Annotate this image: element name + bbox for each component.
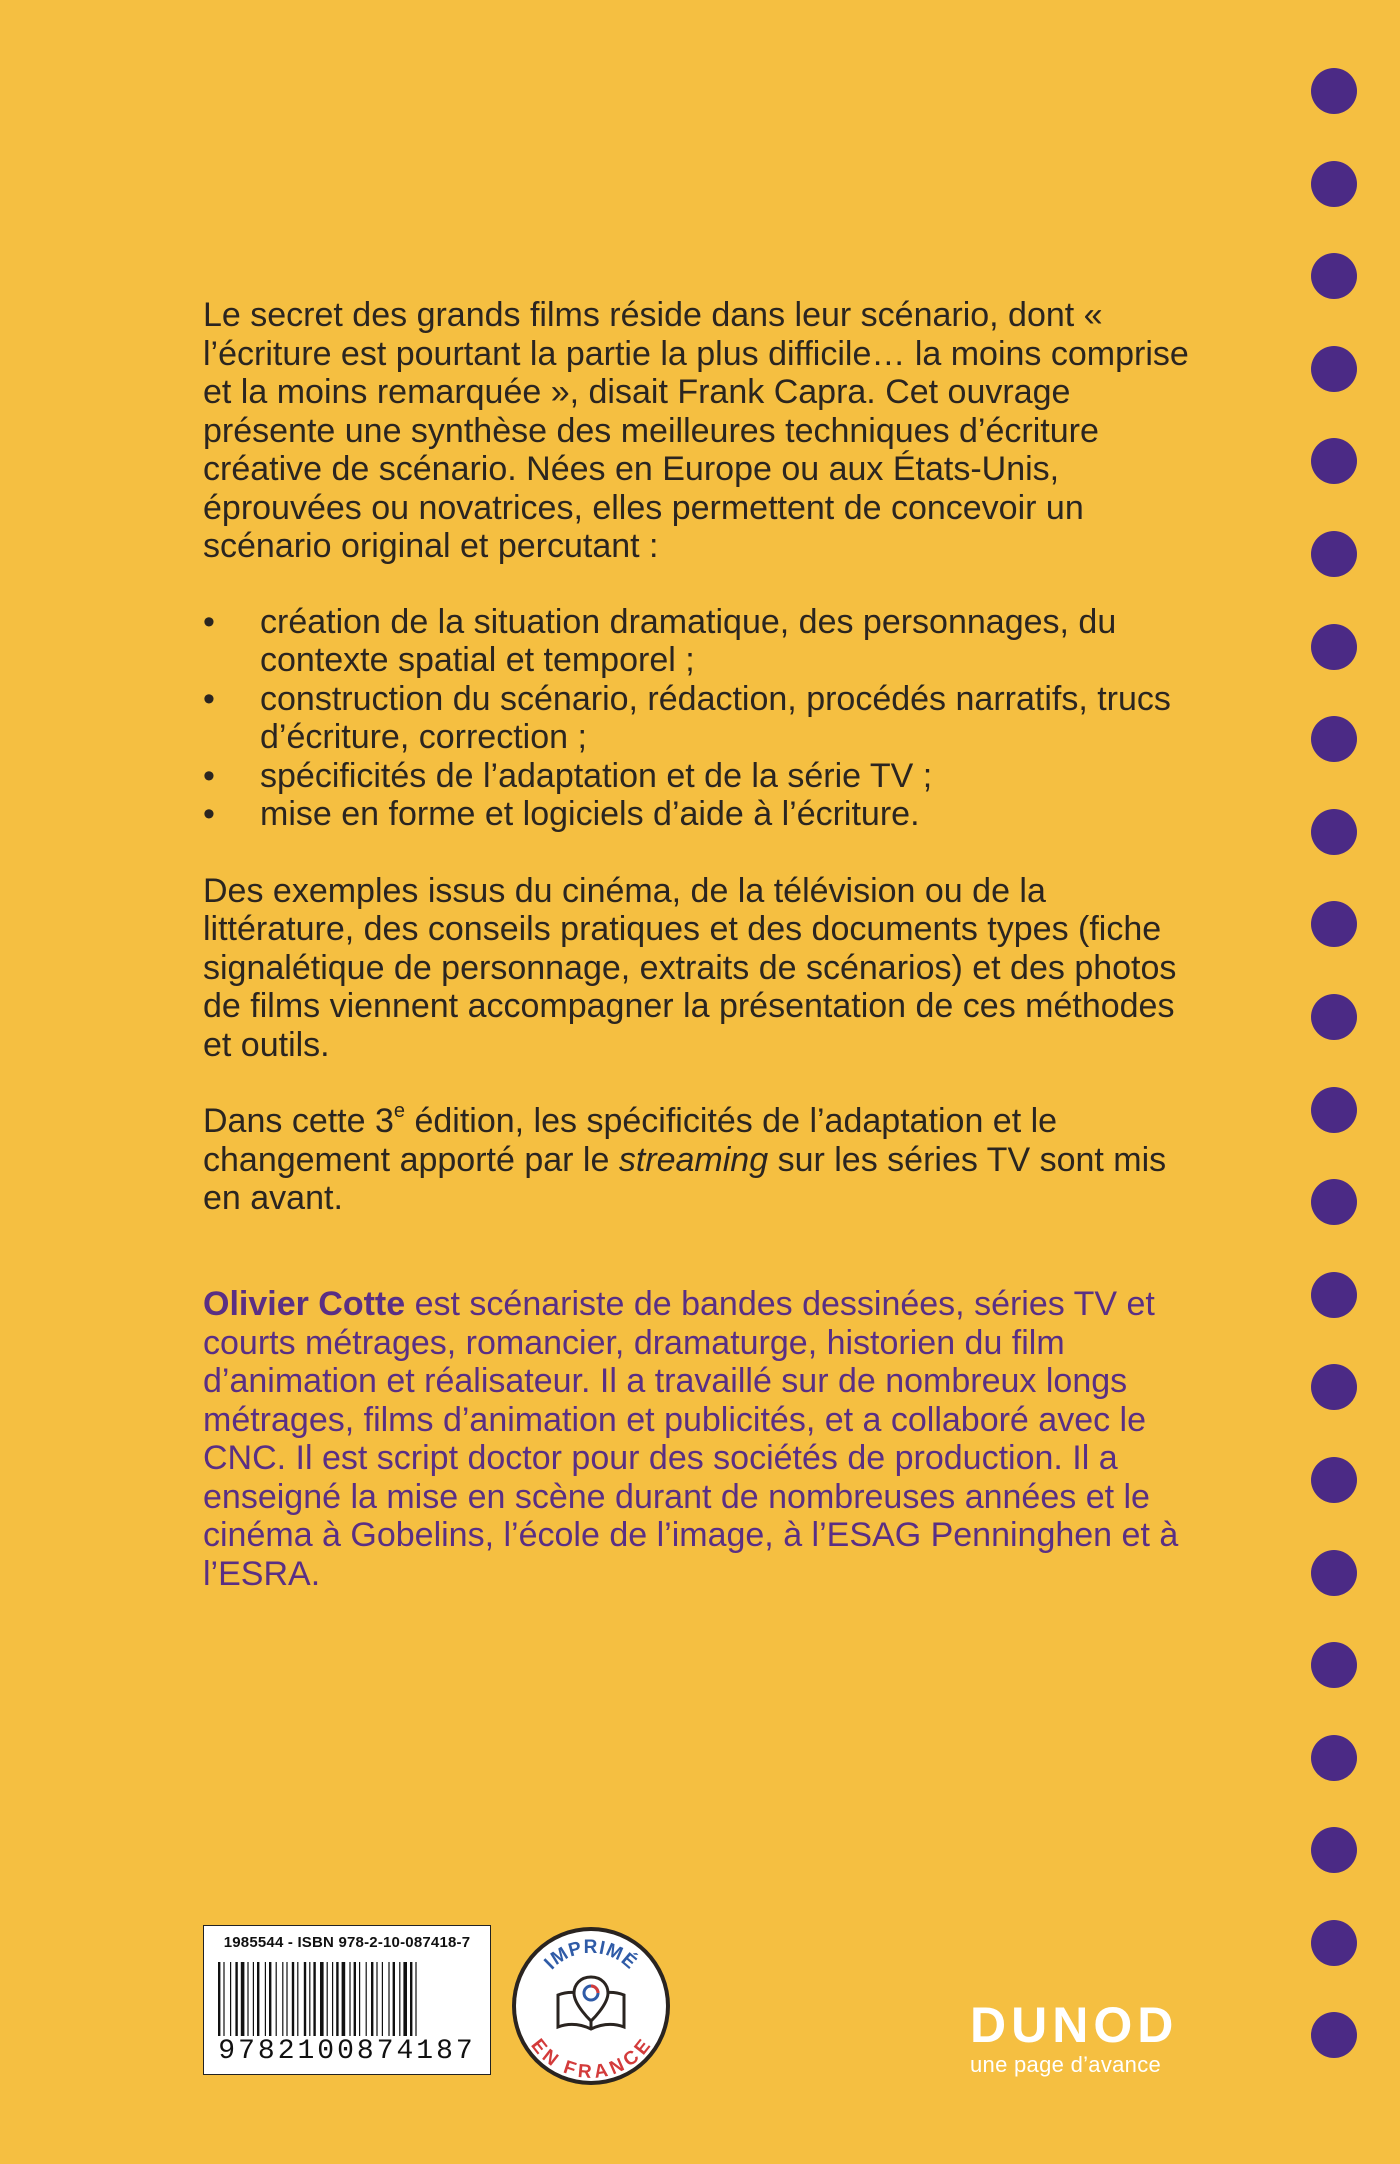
barcode-bar (282, 1962, 283, 2036)
barcode-bar (257, 1962, 259, 2036)
barcode-bar (265, 1962, 266, 2036)
barcode-bar (410, 1962, 412, 2036)
decorative-dot (1311, 2012, 1357, 2058)
barcode-bar (332, 1962, 333, 2036)
publisher-tagline: une page d’avance (970, 2052, 1162, 2077)
barcode-digits: 9782100874187 (218, 2036, 476, 2067)
barcode-bar (297, 1962, 298, 2036)
author-name: Olivier Cotte (203, 1285, 406, 1323)
bullet-icon: • (203, 679, 215, 718)
feature-item: • spécificités de l’adaptation et de la série TV ; (203, 756, 933, 795)
decorative-dot (1311, 346, 1357, 392)
decorative-dot (1311, 68, 1357, 114)
feature-item: • mise en forme et logiciels d’aide à l’écriture. (203, 795, 920, 833)
bullet-icon: • (203, 795, 215, 833)
barcode-bar (313, 1962, 315, 2036)
barcode-bar (241, 1962, 245, 2036)
description-paragraph-1: Le secret des grands films réside dans leur scénario, dont « l’écriture est pourtant la partie la plus difficile… la moins comprise et la moins remarquée », disait Frank Capra. Cet ouvrage présente une synthèse des meilleures techniques d’écriture créative de scénario. Nées en Europe ou aux États-Unis, éprouvées ou novatrices, elles permettent de concevoir un scénario original et percutant : (203, 296, 1189, 565)
barcode-bar (253, 1962, 254, 2036)
barcode-bar (415, 1962, 416, 2036)
author-bio (203, 1285, 1203, 1593)
feature-list (203, 603, 1203, 834)
decorative-dot (1311, 716, 1357, 762)
decorative-dot (1311, 1827, 1357, 1873)
description-paragraph-2: Des exemples issus du cinéma, de la télévision ou de la littérature, des conseils pratiques et des documents types (fiche signalétique de personnage, extraits de scénarios) et des photos de films viennent accompagner la présentation de ces méthodes et outils. (203, 871, 1177, 1064)
barcode-bar (388, 1962, 389, 2036)
seal-top-text: IMPRIMÉ (540, 1937, 641, 1974)
barcode-bar (327, 1962, 328, 2036)
feature-item: • construction du scénario, rédaction, procédés narratifs, trucs d’écriture, correction ; (203, 679, 1171, 756)
barcode-bar (276, 1962, 277, 2036)
barcode-bar (403, 1962, 407, 2036)
decorative-dot (1311, 1272, 1357, 1318)
barcode-bar (393, 1962, 395, 2036)
barcode-bar (371, 1962, 373, 2036)
barcode-bar (359, 1962, 360, 2036)
decorative-dot (1311, 809, 1357, 855)
barcode-bar (286, 1962, 287, 2036)
seal-bottom-text: EN FRANCE (526, 2035, 656, 2084)
decorative-dot (1311, 1179, 1357, 1225)
barcode-bar (354, 1962, 356, 2036)
barcode-bar (349, 1962, 350, 2036)
barcode-bar (269, 1962, 271, 2036)
decorative-dot (1311, 161, 1357, 207)
feature-item: • création de la situation dramatique, des personnages, du contexte spatial et temporel ; (203, 602, 1117, 679)
isbn-barcode (203, 1925, 491, 2075)
description-paragraph-3: Dans cette 3e édition, les spécificités de l’adaptation et le changement apporté par le streaming sur les séries TV sont mis en avant. (203, 1100, 1167, 1217)
barcode-bar (304, 1962, 306, 2036)
barcode-bar (218, 1962, 220, 2036)
isbn-text: 1985544 - ISBN 978-2-10-087418-7 (223, 1934, 471, 1951)
decorative-dot (1311, 531, 1357, 577)
publisher-name: DUNOD (970, 1997, 1179, 2053)
decorative-dot (1311, 1457, 1357, 1503)
decorative-dot (1311, 994, 1357, 1040)
imprime-en-france-seal (510, 1925, 672, 2087)
barcode-bar (382, 1962, 383, 2036)
barcode-bar (399, 1962, 400, 2036)
barcode-bar (230, 1962, 231, 2036)
barcode-bar (235, 1962, 237, 2036)
publisher-logo (970, 1997, 1200, 2078)
barcode-bar (309, 1962, 310, 2036)
decorative-dot (1311, 624, 1357, 670)
decorative-dot (1311, 1642, 1357, 1688)
barcode-bar (376, 1962, 377, 2036)
barcode-bar (247, 1962, 248, 2036)
decorative-dot (1311, 1364, 1357, 1410)
decorative-dot (1311, 253, 1357, 299)
decorative-dot (1311, 901, 1357, 947)
barcode-bar (336, 1962, 338, 2036)
decorative-dot-column (1311, 68, 1357, 2105)
barcode-bars (218, 1962, 476, 2036)
barcode-bar (320, 1962, 324, 2036)
book-description (203, 296, 1203, 1218)
barcode-bar (292, 1962, 294, 2036)
decorative-dot (1311, 1735, 1357, 1781)
decorative-dot (1311, 1550, 1357, 1596)
barcode-bar (366, 1962, 367, 2036)
barcode-bar (223, 1962, 224, 2036)
author-bio-text: est scénariste de bandes dessinées, séries TV et courts métrages, romancier, dramaturge, historien du film d’animation et réalisateur. Il a travaillé sur de nombreux longs métrages, films d’animation et publicités, et a collaboré avec le CNC. Il est script doctor pour des sociétés de production. Il a enseigné la mise en scène durant de nombreuses années et le cinéma à Gobelins, l’école de l’image, à l’ESAG Penninghen et à l’ESRA. (203, 1285, 1179, 1593)
decorative-dot (1311, 1087, 1357, 1133)
bullet-icon: • (203, 756, 215, 795)
decorative-dot (1311, 438, 1357, 484)
bullet-icon: • (203, 602, 215, 641)
barcode-bar (342, 1962, 346, 2036)
decorative-dot (1311, 1920, 1357, 1966)
